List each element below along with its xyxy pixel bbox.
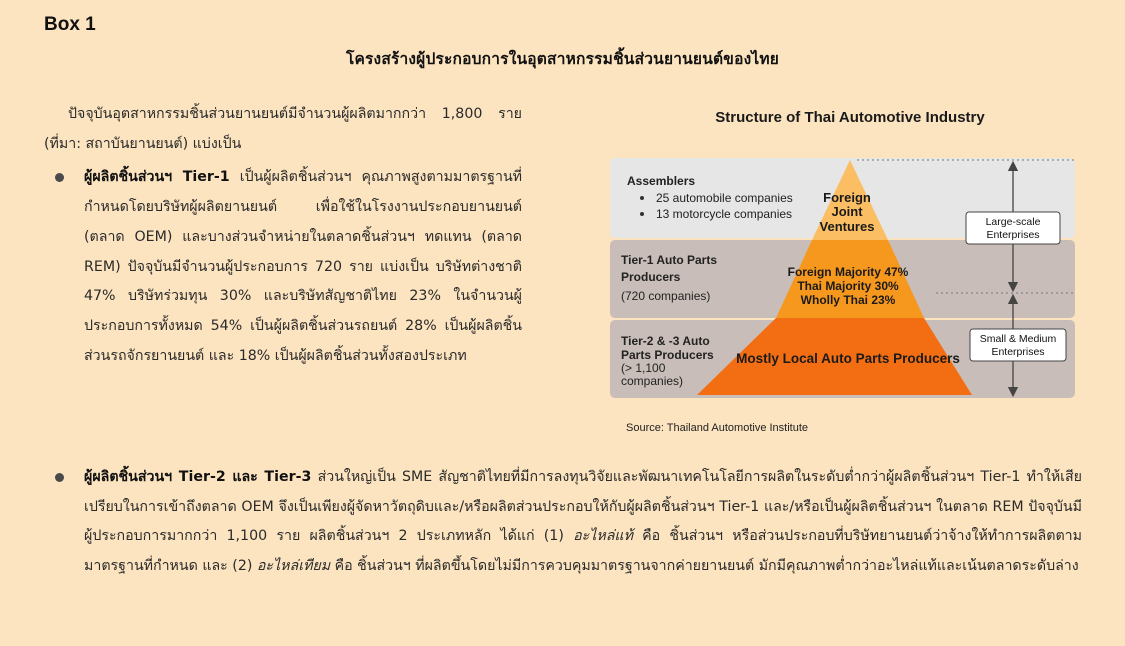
tier1-count: (720 companies) [621, 289, 711, 303]
pyramid-bottom-label: Mostly Local Auto Parts Producers [736, 351, 960, 366]
bullet-tier1 [44, 163, 522, 371]
sme-label-line-2: Enterprises [991, 346, 1045, 358]
left-text-column [44, 100, 522, 371]
tier23-label-line-1: Tier-2 & -3 Auto [621, 334, 710, 348]
industry-structure-diagram [600, 100, 1100, 440]
tier23-count-line-2: companies) [621, 374, 684, 388]
diagram-source: Source: Thailand Automotive Institute [626, 422, 809, 434]
tier23-label-line-2: Parts Producers [621, 348, 714, 362]
assemblers-item-automobile: 25 automobile companies [656, 191, 793, 205]
bullet-dot-icon [55, 173, 64, 182]
bullet-tier1-heading: ผู้ผลิตชิ้นส่วนฯ Tier-1 [84, 169, 230, 186]
sme-label-line-1: Small & Medium [979, 333, 1057, 345]
tier1-label-line-1: Tier-1 Auto Parts [621, 253, 718, 267]
bullet-dot-icon [55, 473, 64, 482]
pyramid-middle-line-3: Wholly Thai 23% [800, 293, 896, 307]
bullet-tier23 [44, 463, 1082, 582]
pyramid-top-line-1: Foreign [823, 190, 871, 205]
replacement-parts-term: อะไหล่เทียม [256, 558, 331, 575]
large-enterprise-label-line-1: Large-scale [985, 216, 1041, 228]
bullet-tier23-text-b: คือ ชิ้นส่วนฯ หรือส่วนประกอบที่บริษัทยานยนต์ว่าจ้างให้ทำการผลิตตามมาตรฐานที่กำหนด และ (2) [84, 528, 1082, 575]
intro-paragraph: ปัจจุบันอุตสาหกรรมชิ้นส่วนยานยนต์มีจำนวนผู้ผลิตมากกว่า 1,800 ราย (ที่มา: สถาบันยานยนต์) แบ่งเป็น [44, 106, 522, 152]
pyramid-top-line-3: Ventures [819, 219, 875, 234]
box-label: Box 1 [44, 14, 96, 35]
bullet-dot-icon [640, 196, 644, 200]
tier1-label-line-2: Producers [621, 270, 681, 284]
tier23-count-line-1: (> 1,100 [621, 361, 666, 375]
large-enterprise-label-line-2: Enterprises [986, 229, 1040, 241]
bullet-dot-icon [640, 212, 644, 216]
tier-assemblers-label: Assemblers [627, 174, 696, 188]
page-title: โครงสร้างผู้ประกอบการในอุตสาหกรรมชิ้นส่วนยานยนต์ของไทย [345, 50, 780, 68]
pyramid-middle-line-1: Foreign Majority 47% [787, 265, 909, 279]
pyramid-middle-line-2: Thai Majority 30% [797, 279, 899, 293]
pyramid-top-line-2: Joint [831, 204, 863, 219]
bullet-tier23-text-a: ส่วนใหญ่เป็น SME สัญชาติไทยที่มีการลงทุนวิจัยและพัฒนาเทคโนโลยีการผลิตในระดับต่ำกว่าผู้ผลิตชิ้นส่วนฯ Tier-1 ทำให้เสียเปรียบในการเข้าถึงตลาด OEM จึงเป็นเพียงผู้จัดหาวัตถุดิบและ/หรือผลิตส่วนประกอบให้กับผู้ผลิตชิ้นส่วนฯ Tier-1 และ/หรือเป็นผู้ผลิตชิ้นส่วนฯ ในตลาด REM ปัจจุบันมีผู้ประกอบการมากกว่า 1,100 ราย ผลิตชิ้นส่วนฯ 2 ประเภทหลัก ได้แก่ (1) [84, 469, 1082, 545]
genuine-parts-term: อะไหล่แท้ [573, 528, 633, 545]
bullet-tier23-text-c: คือ ชิ้นส่วนฯ ที่ผลิตขึ้นโดยไม่มีการควบคุมมาตรฐานจากค่ายยานยนต์ มักมีคุณภาพต่ำกว่าอะไหล่แท้และเน้นตลาดระดับล่าง [330, 558, 1079, 575]
structure-diagram-svg [600, 100, 1100, 440]
bullet-tier23-heading: ผู้ผลิตชิ้นส่วนฯ Tier-2 และ Tier-3 [84, 469, 312, 485]
assemblers-item-motorcycle: 13 motorcycle companies [656, 207, 793, 221]
bullet-tier1-text: เป็นผู้ผลิตชิ้นส่วนฯ คุณภาพสูงตามมาตรฐานที่กำหนดโดยบริษัทผู้ผลิตยานยนต์ เพื่อใช้ในโรงงานประกอบยานยนต์ (ตลาด OEM) และบางส่วนจำหน่ายในตลาดชิ้นส่วนฯ ทดแทน (ตลาด REM) ปัจจุบันมีจำนวนผู้ประกอบการ 720 ราย แบ่งเป็น บริษัทต่างชาติ 47% บริษัทร่วมทุน 30% และบริษัทสัญชาติไทย 23% ในจำนวนผู้ประกอบการทั้งหมด 54% เป็นผู้ผลิตชิ้นส่วนรถยนต์ 28% เป็นผู้ผลิตชิ้นส่วนรถจักรยานยนต์ และ 18% เป็นผู้ผลิตชิ้นส่วนทั้งสองประเภท [84, 169, 522, 364]
diagram-title: Structure of Thai Automotive Industry [715, 109, 985, 126]
